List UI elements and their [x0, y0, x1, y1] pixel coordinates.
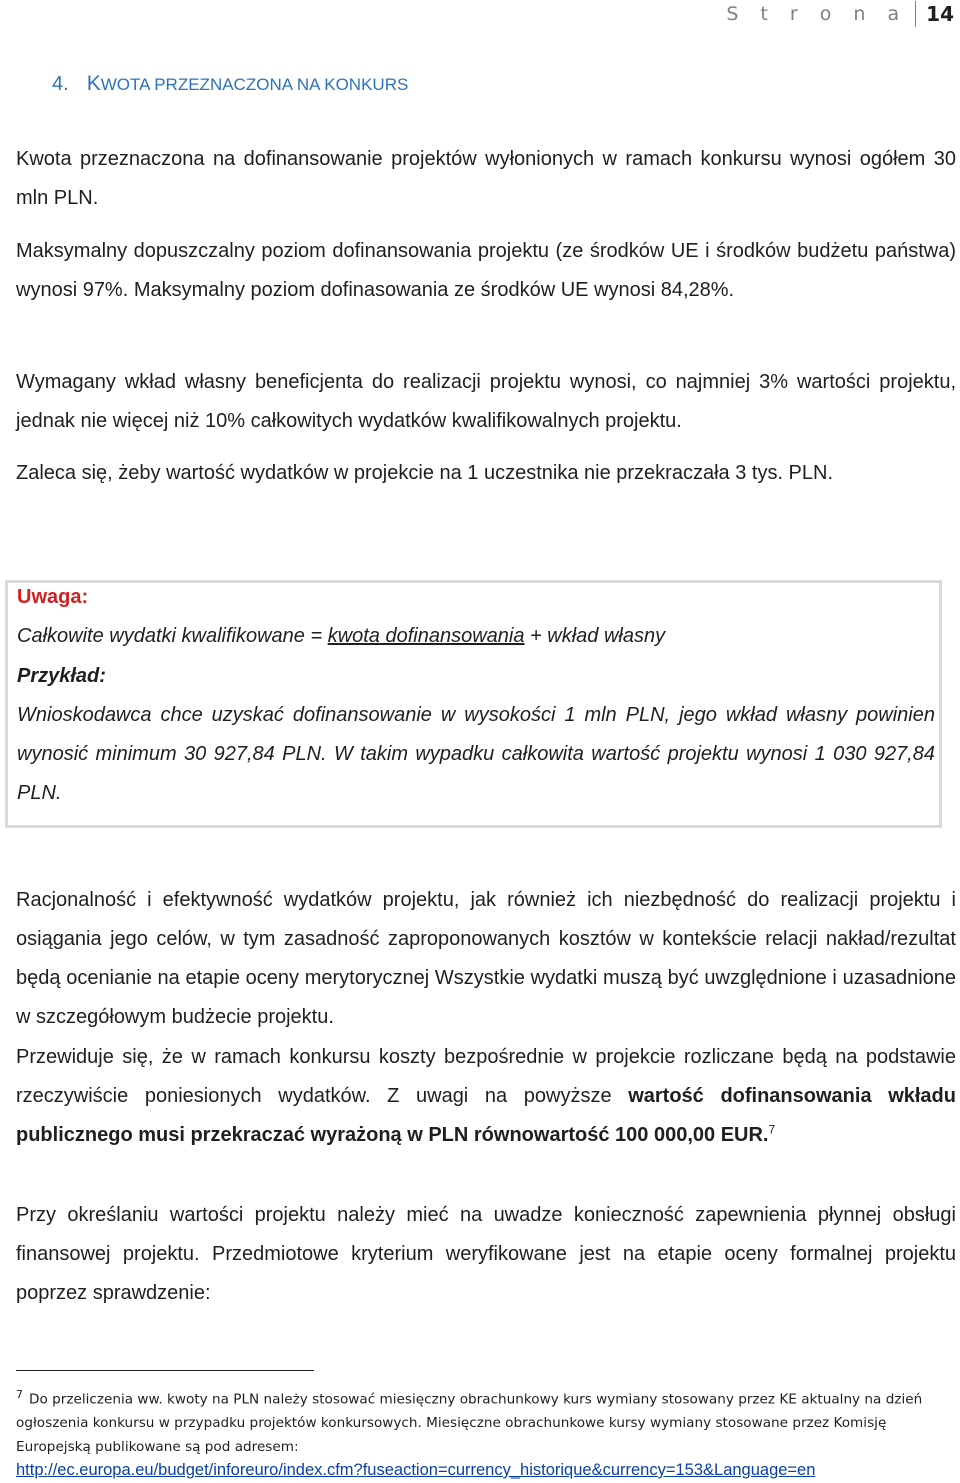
example-heading: Przykład: [17, 665, 106, 687]
footnote-text: Do przeliczenia ww. kwoty na PLN należy stosować miesięczny obrachunkowy kurs wymiany stosowany przez KE aktualny na dzień ogłoszenia konkursu w przypadku projektów konkursowych. Miesięczne obrachunkowe kursy wymiany stosowane przez Komisję Europejską publikowane są pod adresem: [16, 1391, 923, 1455]
paragraph-own-contribution: Wymagany wkład własny beneficjenta do realizacji projektu wynosi, co najmniej 3% wartości projektu, jednak nie więcej niż 10% całkowitych wydatków kwalifikowalnych projektu. [16, 371, 956, 432]
paragraph-total-amount: Kwota przeznaczona na dofinansowanie projektów wyłonionych w ramach konkursu wynosi ogółem 30 mln PLN. [16, 148, 956, 209]
paragraph-financial-liquidity: Przy określaniu wartości projektu należy mieć na uwadze konieczność zapewnienia płynnej obsługi finansowej projektu. Przedmiotowe kryterium weryfikowane jest na etapie oceny formalnej projektu poprzez sprawdzenie: [16, 1204, 956, 1304]
example-text: Wnioskodawca chce uzyskać dofinansowanie w wysokości 1 mln PLN, jego wkład własny powinien wynosić minimum 30 927,84 PLN. W takim wypadku całkowita wartość projektu wynosi 1 030 927,84 PLN. [17, 704, 935, 804]
formula-line: Całkowite wydatki kwalifikowane = kwota dofinansowania + wkład własny [17, 625, 666, 647]
page-label: S t r o n a [726, 3, 908, 25]
paragraph-direct-costs: Przewiduje się, że w ramach konkursu koszty bezpośrednie w projekcie rozliczane będą na podstawie rzeczywiście poniesionych wydatków. Z uwagi na powyższe wartość dofinansowania wkładu publicznego musi przekraczać wyrażoną w PLN równowartość 100 000,00 EUR.$^7$ [16, 1046, 956, 1146]
section-number: 4. [52, 73, 69, 95]
paragraph-rationality: Racjonalność i efektywność wydatków projektu, jak również ich niezbędność do realizacji projektu i osiągania jego celów, w tym zasadność zaproponowanych kosztów w kontekście relacji nakład/rezultat będą ocenianie na etapie oceny merytorycznej Wszystkie wydatki muszą być uwzględnione i uzasadnione w szczegółowym budżecie projektu. [16, 889, 956, 1028]
note-heading: Uwaga: [17, 586, 89, 608]
paragraph-max-funding: Maksymalny dopuszczalny poziom dofinansowania projektu (ze środków UE i środków budżetu państwa) wynosi 97%. Maksymalny poziom dofinasowania ze środków UE wynosi 84,28%. [16, 240, 956, 301]
header-separator [915, 1, 916, 27]
footnote-marker: 7 [16, 1388, 23, 1401]
formula-underlined-term: kwota dofinansowania [327, 625, 525, 647]
page-number: 14 [926, 2, 954, 26]
note-box [5, 580, 942, 828]
footnote-reference[interactable]: 7 [768, 1122, 776, 1137]
footnote-separator [16, 1370, 314, 1371]
emphasis-min-value: wartość dofinansowania wkładu publicznego musi przekraczać wyrażoną w PLN równowartość 100 000,00 EUR. [16, 1085, 956, 1146]
footnote [16, 1383, 951, 1483]
paragraph-per-participant: Zaleca się, żeby wartość wydatków w projekcie na 1 uczestnika nie przekraczała 3 tys. PLN. [16, 462, 834, 484]
section-title-rest: WOTA PRZEZNACZONA NA KONKURS [100, 75, 409, 94]
page-header [726, 0, 954, 28]
section-title-initial: K [86, 72, 101, 95]
footnote-link[interactable]: http://ec.europa.eu/budget/inforeuro/index.cfm?fuseaction=currency_historique&currency=153&Language=en [16, 1461, 816, 1480]
section-heading [52, 72, 408, 96]
